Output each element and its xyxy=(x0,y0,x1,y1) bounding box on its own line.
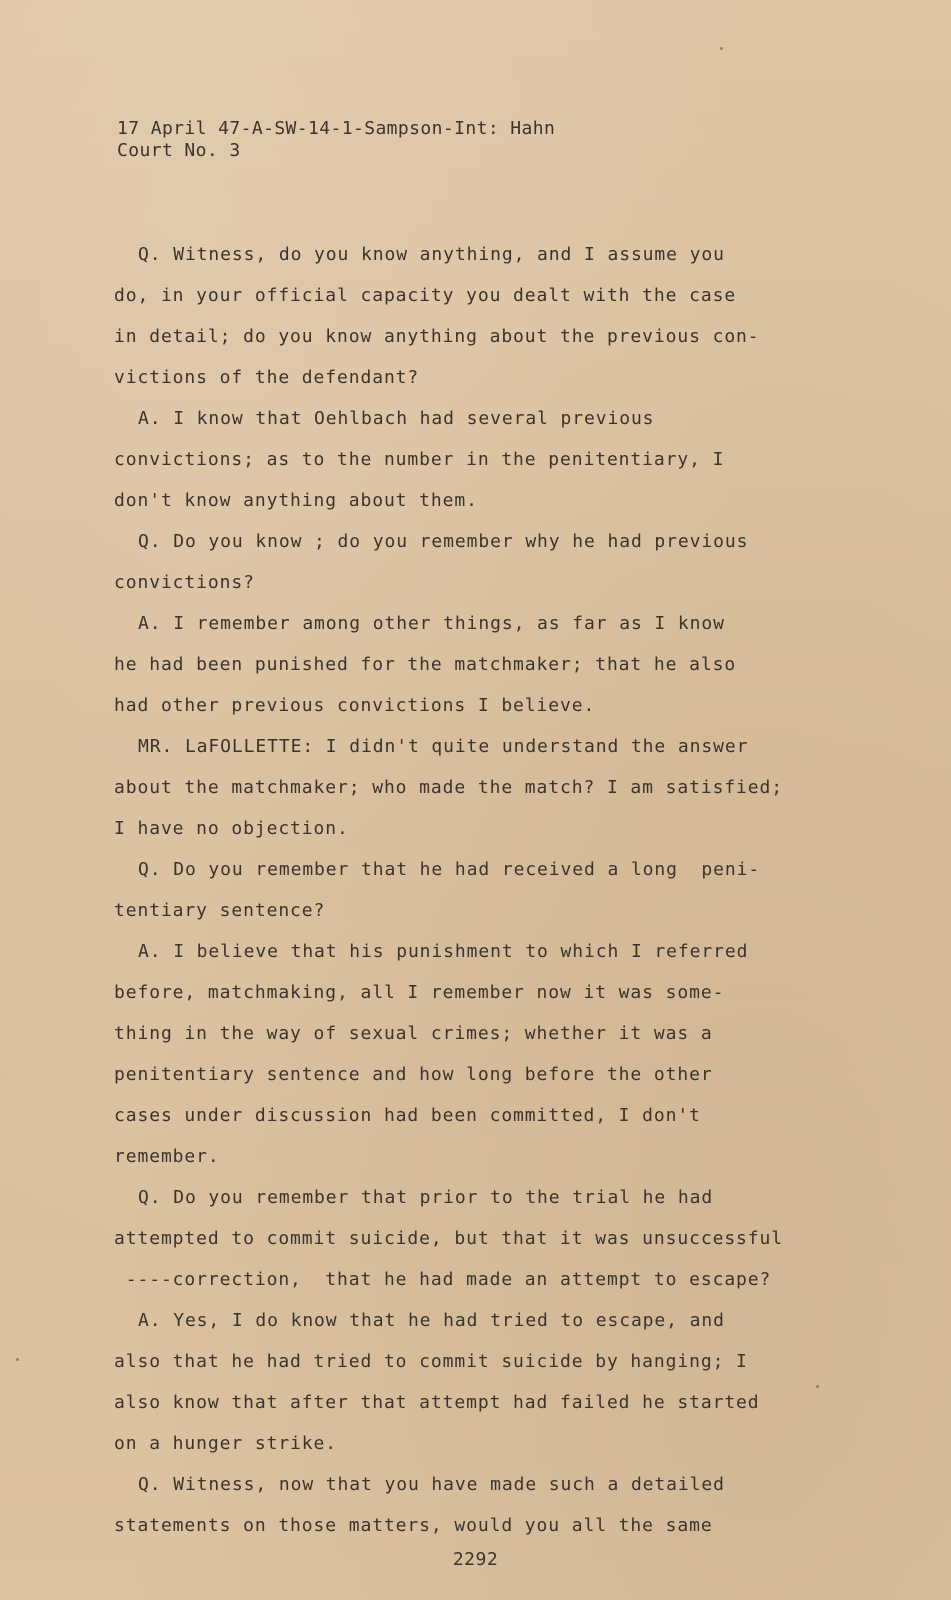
transcript-line: in detail; do you know anything about the previous con- xyxy=(114,326,760,347)
document-header xyxy=(117,118,555,162)
transcript-line: also know that after that attempt had failed he started xyxy=(114,1392,760,1413)
transcript-line: he had been punished for the matchmaker; that he also xyxy=(114,654,737,675)
transcript-line: tentiary sentence? xyxy=(114,900,326,921)
transcript-line: had other previous convictions I believe. xyxy=(114,695,596,716)
transcript-line: on a hunger strike. xyxy=(114,1433,338,1454)
transcript-line: Q. Do you know ; do you remember why he had previous xyxy=(138,531,749,552)
transcript-body xyxy=(114,234,834,1546)
transcript-line: A. I believe that his punishment to which I referred xyxy=(138,941,749,962)
paper-speck xyxy=(816,1385,819,1388)
transcript-line: remember. xyxy=(114,1146,220,1167)
transcript-line: A. I know that Oehlbach had several previous xyxy=(138,408,655,429)
paper-speck xyxy=(16,1358,19,1361)
transcript-line: statements on those matters, would you all the same xyxy=(114,1515,713,1536)
transcript-line: Q. Do you remember that he had received a long peni- xyxy=(138,859,761,880)
paper-speck xyxy=(720,47,723,50)
transcript-line: don't know anything about them. xyxy=(114,490,478,511)
transcript-line: MR. LaFOLLETTE: I didn't quite understand the answer xyxy=(138,736,749,757)
transcript-line: convictions; as to the number in the penitentiary, I xyxy=(114,449,725,470)
transcript-line: cases under discussion had been committed, I don't xyxy=(114,1105,701,1126)
transcript-line: Q. Witness, do you know anything, and I assume you xyxy=(138,244,725,265)
transcript-line: I have no objection. xyxy=(114,818,349,839)
transcript-line: convictions? xyxy=(114,572,255,593)
transcript-line: do, in your official capacity you dealt with the case xyxy=(114,285,737,306)
transcript-line: before, matchmaking, all I remember now it was some- xyxy=(114,982,725,1003)
header-case-reference: 17 April 47-A-SW-14-1-Sampson-Int: Hahn xyxy=(117,118,556,139)
transcript-line: Q. Do you remember that prior to the trial he had xyxy=(138,1187,714,1208)
transcript-line: attempted to commit suicide, but that it was unsuccessful xyxy=(114,1228,784,1249)
transcript-line: penitentiary sentence and how long before the other xyxy=(114,1064,713,1085)
transcript-line: A. Yes, I do know that he had tried to escape, and xyxy=(138,1310,725,1331)
transcript-line: thing in the way of sexual crimes; whether it was a xyxy=(114,1023,713,1044)
header-court-number: Court No. 3 xyxy=(117,140,241,161)
transcript-line: ----correction, that he had made an attempt to escape? xyxy=(114,1269,772,1290)
transcript-line: Q. Witness, now that you have made such a detailed xyxy=(138,1474,725,1495)
transcript-line: victions of the defendant? xyxy=(114,367,420,388)
transcript-line: also that he had tried to commit suicide by hanging; I xyxy=(114,1351,748,1372)
transcript-line: about the matchmaker; who made the match? I am satisfied; xyxy=(114,777,784,798)
transcript-line: A. I remember among other things, as far as I know xyxy=(138,613,725,634)
page-number: 2292 xyxy=(452,1549,499,1570)
